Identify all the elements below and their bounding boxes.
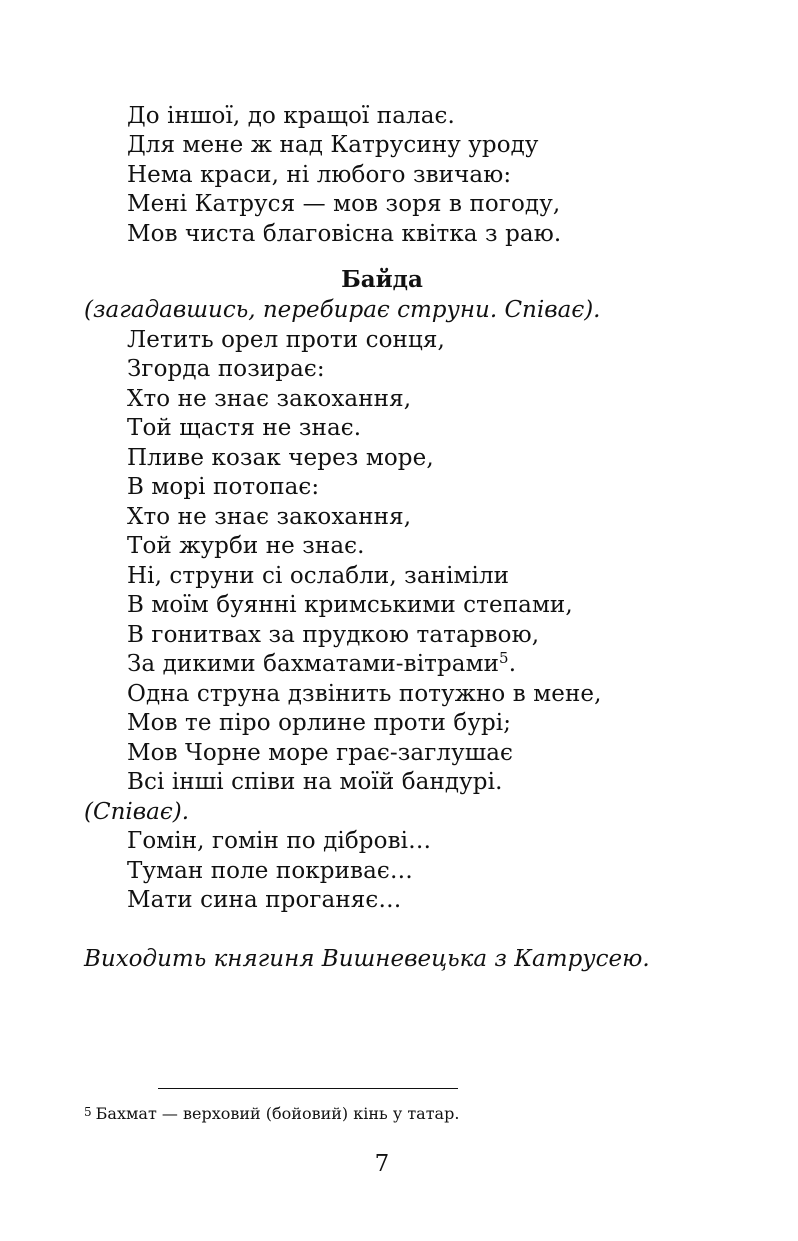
verse-line-text: За дикими бахматами-вітрами — [127, 651, 500, 677]
verse-line: Мати сина проганяє… — [127, 887, 402, 913]
verse-line: В моїм буянні кримськими степами, — [127, 592, 573, 618]
footnote-reference[interactable]: 5 — [499, 649, 509, 667]
speaker-name: Байда — [341, 266, 423, 293]
page-number: 7 — [374, 1151, 390, 1177]
verse-line: Мені Катруся — мов зоря в погоду, — [127, 191, 561, 217]
verse-line: Всі інші співи на моїй бандурі. — [127, 769, 503, 795]
verse-line: Для мене ж над Катрусину уроду — [127, 132, 539, 158]
verse-line: Той щастя не знає. — [127, 415, 362, 441]
verse-line: Мов те піро орлине проти бурі; — [127, 710, 512, 736]
verse-line: В гонитвах за прудкою татарвою, — [127, 622, 540, 648]
footnote-divider — [158, 1088, 458, 1089]
stage-direction: (загадавшись, перебирає струни. Співає). — [84, 297, 601, 323]
verse-line: Хто не знає закохання, — [127, 504, 412, 530]
verse-line: Мов чиста благовісна квітка з раю. — [127, 221, 562, 247]
footnote-mark: 5 — [84, 1105, 92, 1119]
stage-direction: Виходить княгиня Вишневецька з Катрусею. — [84, 946, 650, 972]
verse-line: Нема краси, ні любого звичаю: — [127, 162, 512, 188]
footnote-text: Бахмат — верховий (бойовий) кінь у татар. — [95, 1104, 460, 1123]
verse-line: Ні, струни сі ослабли, заніміли — [127, 563, 510, 589]
verse-line: В морі потопає: — [127, 474, 320, 500]
verse-line: Гомін, гомін по діброві… — [127, 828, 432, 854]
verse-line: Летить орел проти сонця, — [127, 327, 445, 353]
verse-line: Той журби не знає. — [127, 533, 365, 559]
verse-line: Згорда позирає: — [127, 356, 325, 382]
verse-line-punctuation: . — [508, 651, 517, 677]
verse-line-with-footnote — [127, 649, 516, 679]
verse-line: До іншої, до кращої палає. — [127, 103, 455, 129]
verse-line: Одна струна дзвінить потужно в мене, — [127, 681, 602, 707]
stage-direction: (Співає). — [84, 799, 190, 825]
footnote — [84, 1101, 459, 1125]
verse-line: Туман поле покриває… — [127, 858, 413, 884]
verse-line: Хто не знає закохання, — [127, 386, 412, 412]
verse-line: Мов Чорне море грає-заглушає — [127, 740, 514, 766]
verse-line: Пливе козак через море, — [127, 445, 434, 471]
